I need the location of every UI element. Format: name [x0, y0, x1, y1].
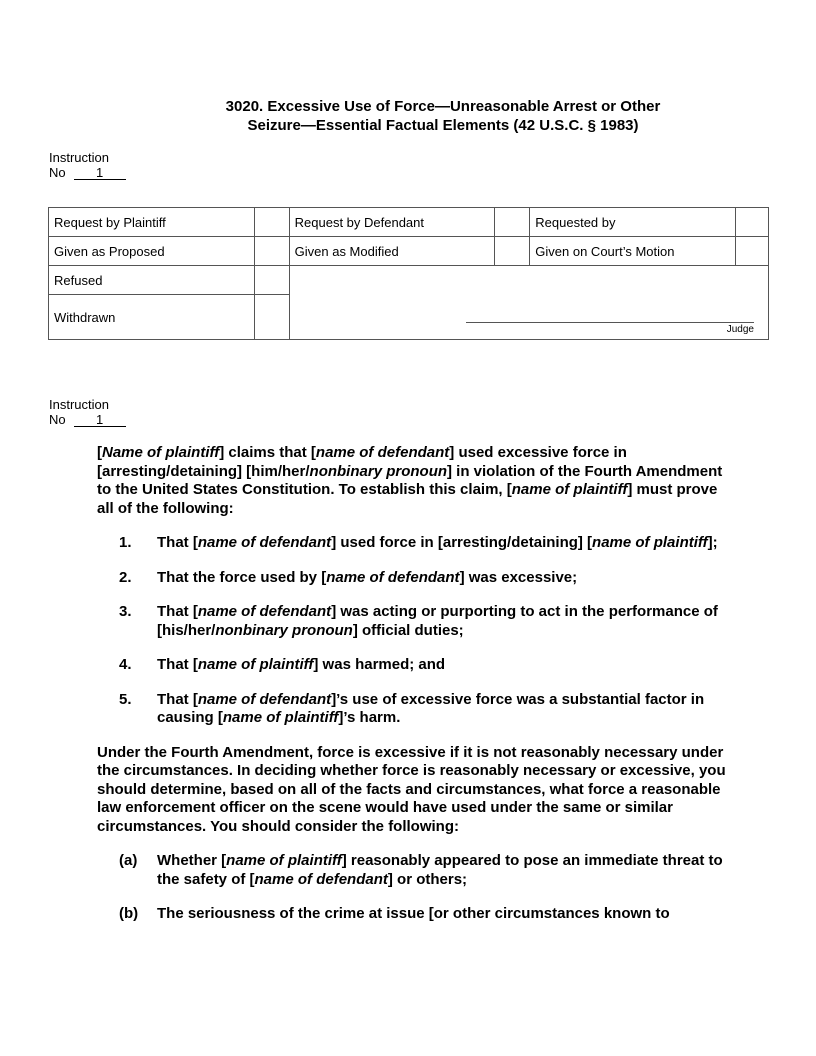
instruction-title: [110, 97, 776, 135]
element-item-3: 3. That [name of defendant] was acting or purporting to act in the performance of [his/her/nonbinary pronoun] official duties;: [119, 603, 718, 639]
instruction-label: Instruction: [49, 397, 109, 412]
judge-signature-line[interactable]: [466, 322, 754, 323]
withdrawn-checkbox[interactable]: [254, 295, 289, 340]
request-by-defendant-checkbox[interactable]: [495, 208, 530, 237]
request-by-plaintiff-checkbox[interactable]: [254, 208, 289, 237]
instruction-body: [97, 444, 727, 924]
element-item-1: 1. That [name of defendant] used force in [arresting/detaining] [name of plaintiff];: [119, 534, 718, 551]
instruction-number-field: 1: [74, 166, 126, 180]
given-on-courts-motion-label: Given on Court’s Motion: [530, 237, 736, 266]
given-as-proposed-label: Given as Proposed: [49, 237, 255, 266]
request-table: [48, 207, 769, 340]
instruction-number-top: [49, 150, 126, 180]
judge-label: Judge: [726, 324, 754, 335]
request-by-defendant-label: Request by Defendant: [289, 208, 495, 237]
refused-label: Refused: [49, 266, 255, 295]
element-item-2: 2. That the force used by [name of defendant] was excessive;: [119, 568, 578, 586]
given-on-courts-motion-checkbox[interactable]: [736, 237, 769, 266]
factor-item-a: (a) Whether [name of plaintiff] reasonably appeared to pose an immediate threat to the safety of [name of defendant] or others;: [119, 852, 723, 888]
instruction-label: Instruction: [49, 150, 109, 165]
judge-signature-area: [289, 266, 768, 340]
given-as-modified-checkbox[interactable]: [495, 237, 530, 266]
element-item-4: 4. That [name of plaintiff] was harmed; and: [119, 656, 446, 673]
intro-paragraph: [Name of plaintiff] claims that [name of defendant] used excessive force in [arresting/detaining] [him/her/nonbinary pronoun] in violation of the Fourth Amendment to the United States Constitution. To establish this claim, [name of plaintiff] must prove all of the following:: [97, 444, 723, 517]
instruction-no-label: No: [49, 165, 66, 180]
given-as-proposed-checkbox[interactable]: [254, 237, 289, 266]
title-line-2: Seizure—Essential Factual Elements (42 U.S.C. § 1983): [247, 117, 639, 134]
instruction-number-field: 1: [74, 413, 126, 427]
instruction-no-label: No: [49, 412, 66, 427]
element-item-5: 5. That [name of defendant]’s use of excessive force was a substantial factor in causing [name of plaintiff]’s harm.: [119, 690, 705, 726]
refused-checkbox[interactable]: [254, 266, 289, 295]
factor-item-b: (b) The seriousness of the crime at issue [or other circumstances known to: [119, 905, 670, 922]
instruction-number-bottom: [49, 397, 126, 427]
title-line-1: 3020. Excessive Use of Force—Unreasonable Arrest or Other: [225, 98, 661, 115]
requested-by-label: Requested by: [530, 208, 736, 237]
request-by-plaintiff-label: Request by Plaintiff: [49, 208, 255, 237]
withdrawn-label: Withdrawn: [49, 295, 255, 340]
requested-by-checkbox[interactable]: [736, 208, 769, 237]
paragraph-fourth-amendment: Under the Fourth Amendment, force is excessive if it is not reasonably necessary under the circumstances. In deciding whether force is reasonably necessary or excessive, you should determine, based on all of the facts and circumstances, what force a reasonable law enforcement officer on the scene would have used under the same or similar circumstances. You should consider the following:: [97, 743, 726, 835]
given-as-modified-label: Given as Modified: [289, 237, 495, 266]
